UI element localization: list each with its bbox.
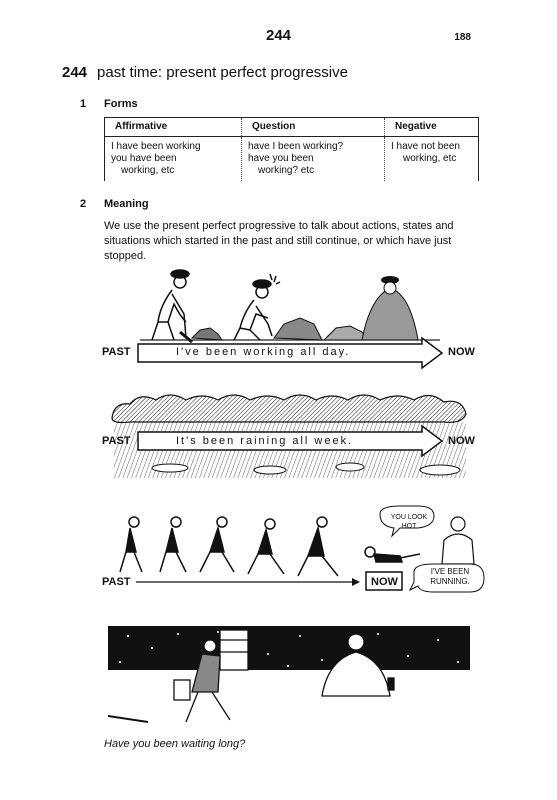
runner-icon [298, 517, 338, 576]
forms-title: Forms [104, 98, 138, 110]
runner-icon [248, 519, 284, 574]
question-cell [242, 137, 385, 182]
header-negative: Negative [385, 118, 479, 137]
runner-icon [160, 517, 186, 572]
running-past-label: PAST [102, 576, 131, 588]
section-number: 244 [62, 64, 88, 81]
onlooker-icon [442, 517, 474, 564]
section-heading: past time: present perfect progressive [97, 64, 348, 81]
header-affirmative: Affirmative [105, 118, 242, 137]
running-now-label: NOW [371, 576, 398, 588]
waiting-caption: Have you been waiting long? [104, 738, 246, 750]
forms-table [104, 117, 479, 181]
buried-man-icon [362, 276, 418, 340]
working-past-label: PAST [102, 346, 131, 358]
bubble-ive-been-running: I'VE BEEN RUNNING. [430, 567, 470, 586]
runner-icon [120, 517, 142, 572]
question-line: have I been working? [248, 141, 344, 152]
raining-arrow-text: It's been raining all week. [176, 435, 354, 447]
negative-line: working, etc [403, 153, 457, 164]
working-now-label: NOW [448, 346, 475, 358]
affirmative-line: you have been [111, 153, 177, 164]
affirmative-line: working, etc [121, 165, 175, 176]
meaning-paragraph: We use the present perfect progressive to talk about actions, states and situations which started in the past and still continue, or which have just stopped. [104, 220, 454, 262]
negative-line: I have not been [391, 141, 460, 152]
page-number: 188 [454, 32, 471, 43]
bubble-you-look-hot: YOU LOOK HOT [390, 514, 428, 530]
negative-cell [385, 137, 479, 182]
meaning-title: Meaning [104, 198, 149, 210]
forms-number: 1 [80, 98, 87, 110]
header-section-number: 244 [265, 27, 292, 44]
digging-man-icon [152, 270, 192, 342]
affirmative-line: I have been working [111, 141, 201, 152]
header-question: Question [242, 118, 385, 137]
cloud-icon [112, 395, 466, 423]
working-arrow-text: I've been working all day. [176, 346, 351, 358]
affirmative-cell [105, 137, 242, 182]
tired-digging-man-icon [234, 274, 280, 340]
runner-icon [200, 517, 234, 572]
waiting-illustration [108, 626, 470, 732]
section-title [62, 64, 348, 81]
question-line: working? etc [258, 165, 315, 176]
meaning-number: 2 [80, 198, 87, 210]
resting-man-icon [365, 547, 420, 562]
raining-past-label: PAST [102, 435, 131, 447]
question-line: have you been [248, 153, 314, 164]
raining-illustration [100, 388, 485, 480]
raining-now-label: NOW [448, 435, 475, 447]
